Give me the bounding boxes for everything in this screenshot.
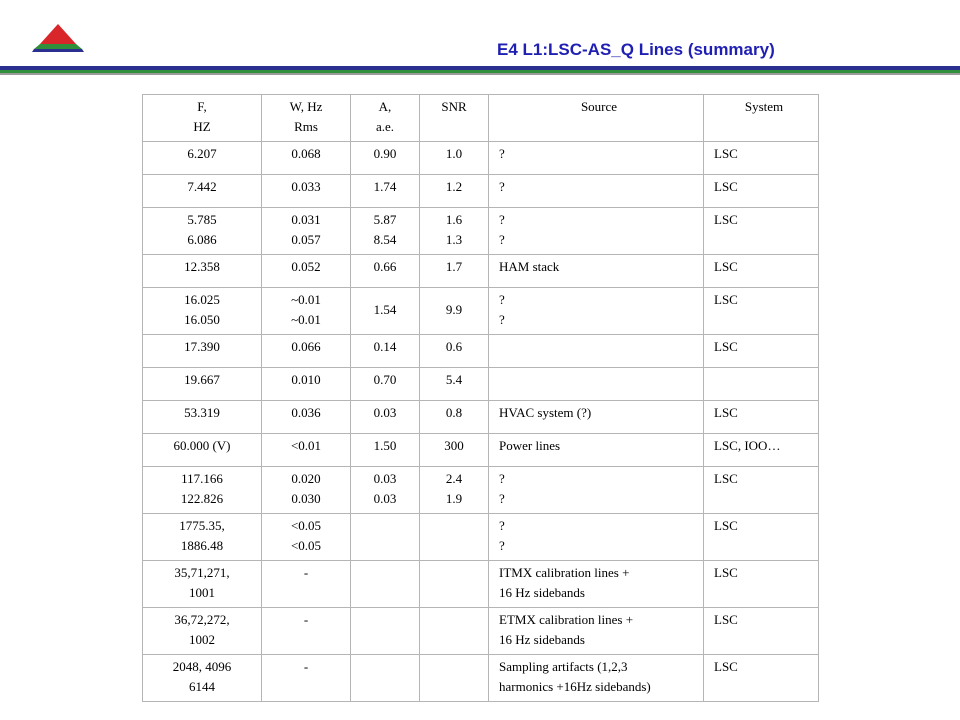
cell-amplitude bbox=[351, 561, 420, 608]
cell-amplitude bbox=[351, 175, 420, 208]
cell-snr-line: 5.4 bbox=[445, 372, 463, 387]
cell-width bbox=[262, 288, 351, 335]
cell-source bbox=[489, 467, 704, 514]
cell-amplitude-line: 0.66 bbox=[373, 259, 397, 274]
cell-width-line: - bbox=[303, 612, 309, 627]
cell-source bbox=[489, 514, 704, 561]
cell-source bbox=[489, 655, 704, 702]
cell-source-line: harmonics +16Hz sidebands) bbox=[499, 679, 651, 694]
cell-width-line: - bbox=[303, 659, 309, 674]
cell-snr-line: 2.4 bbox=[445, 471, 463, 486]
header-amplitude: A, a.e. bbox=[351, 95, 420, 142]
header-frequency: F, HZ bbox=[143, 95, 262, 142]
cell-frequency-line: 7.442 bbox=[187, 179, 217, 194]
cell-width-line: ~0.01 bbox=[291, 312, 321, 327]
cell-amplitude-line: 0.03 bbox=[373, 405, 397, 420]
cell-frequency bbox=[143, 561, 262, 608]
cell-amplitude bbox=[351, 142, 420, 175]
cell-frequency-line: 1001 bbox=[189, 585, 215, 600]
cell-system: LSC bbox=[704, 208, 819, 255]
cell-frequency bbox=[143, 255, 262, 288]
cell-frequency bbox=[143, 467, 262, 514]
cell-snr-line: 1.6 bbox=[445, 212, 463, 227]
cell-system: LSC, IOO… bbox=[704, 434, 819, 467]
cell-width bbox=[262, 401, 351, 434]
cell-width bbox=[262, 335, 351, 368]
cell-source-line: ? bbox=[499, 292, 505, 307]
cell-width bbox=[262, 608, 351, 655]
cell-source-line: HVAC system (?) bbox=[499, 405, 592, 420]
cell-source bbox=[489, 401, 704, 434]
cell-snr bbox=[420, 401, 489, 434]
cell-frequency bbox=[143, 401, 262, 434]
table-row bbox=[143, 175, 819, 208]
table-row bbox=[143, 208, 819, 255]
table-row bbox=[143, 608, 819, 655]
cell-amplitude bbox=[351, 608, 420, 655]
cell-amplitude bbox=[351, 335, 420, 368]
cell-source-line: ETMX calibration lines + bbox=[499, 612, 634, 627]
cell-source-line: ? bbox=[499, 471, 505, 486]
cell-snr bbox=[420, 288, 489, 335]
cell-width-line: 0.030 bbox=[291, 491, 321, 506]
cell-width-line: <0.01 bbox=[290, 438, 322, 453]
cell-system: LSC bbox=[704, 401, 819, 434]
cell-snr bbox=[420, 208, 489, 255]
cell-frequency bbox=[143, 288, 262, 335]
cell-frequency-line: 16.050 bbox=[184, 312, 220, 327]
table-row bbox=[143, 401, 819, 434]
cell-source bbox=[489, 335, 704, 368]
cell-frequency-line: 6.086 bbox=[187, 232, 217, 247]
cell-frequency-line: 60.000 (V) bbox=[173, 438, 231, 453]
table-row bbox=[143, 561, 819, 608]
cell-frequency-line: 19.667 bbox=[184, 372, 220, 387]
table-row bbox=[143, 255, 819, 288]
cell-amplitude bbox=[351, 467, 420, 514]
cell-source bbox=[489, 288, 704, 335]
cell-source bbox=[489, 208, 704, 255]
cell-system: LSC bbox=[704, 655, 819, 702]
cell-frequency-line: 36,72,272, bbox=[174, 612, 230, 627]
cell-source-line: ? bbox=[499, 146, 505, 161]
header-source: Source bbox=[489, 95, 704, 142]
table-row bbox=[143, 335, 819, 368]
cell-snr bbox=[420, 514, 489, 561]
cell-amplitude bbox=[351, 368, 420, 401]
cell-system: LSC bbox=[704, 608, 819, 655]
cell-source bbox=[489, 608, 704, 655]
table-row bbox=[143, 514, 819, 561]
cell-source-line: ? bbox=[499, 491, 505, 506]
cell-source bbox=[489, 175, 704, 208]
cell-snr-line: 1.0 bbox=[445, 146, 463, 161]
cell-amplitude-line: 1.54 bbox=[373, 302, 397, 317]
cell-source-line: ? bbox=[499, 179, 505, 194]
cell-snr-line: 1.7 bbox=[445, 259, 463, 274]
cell-frequency-line: 6.207 bbox=[187, 146, 217, 161]
cell-snr-line: 1.3 bbox=[445, 232, 463, 247]
cell-source-line: 16 Hz sidebands bbox=[499, 585, 585, 600]
cell-amplitude bbox=[351, 401, 420, 434]
cell-snr bbox=[420, 655, 489, 702]
cell-frequency bbox=[143, 175, 262, 208]
cell-system: LSC bbox=[704, 175, 819, 208]
cell-source-line: ? bbox=[499, 232, 505, 247]
header-rule-grey bbox=[0, 73, 960, 75]
table-row bbox=[143, 655, 819, 702]
cell-width-line: 0.020 bbox=[291, 471, 321, 486]
cell-amplitude bbox=[351, 514, 420, 561]
header-snr: SNR bbox=[420, 95, 489, 142]
cell-frequency-line: 16.025 bbox=[184, 292, 220, 307]
cell-frequency-line: 1775.35, bbox=[179, 518, 225, 533]
cell-width-line: 0.033 bbox=[291, 179, 321, 194]
cell-frequency-line: 1886.48 bbox=[180, 538, 224, 553]
cell-frequency bbox=[143, 514, 262, 561]
cell-frequency bbox=[143, 434, 262, 467]
cell-width bbox=[262, 655, 351, 702]
cell-snr bbox=[420, 561, 489, 608]
cell-snr bbox=[420, 335, 489, 368]
cell-snr-line: 9.9 bbox=[445, 302, 463, 317]
cell-source-line: ITMX calibration lines + bbox=[499, 565, 630, 580]
cell-width bbox=[262, 467, 351, 514]
cell-amplitude-line: 0.14 bbox=[373, 339, 397, 354]
cell-source-line: Sampling artifacts (1,2,3 bbox=[499, 659, 628, 674]
cell-snr bbox=[420, 255, 489, 288]
cell-frequency-line: 35,71,271, bbox=[174, 565, 230, 580]
cell-frequency bbox=[143, 142, 262, 175]
cell-width-line: <0.05 bbox=[290, 538, 322, 553]
cell-frequency-line: 117.166 bbox=[181, 471, 223, 486]
cell-frequency-line: 53.319 bbox=[184, 405, 220, 420]
cell-source-line: HAM stack bbox=[499, 259, 560, 274]
cell-frequency bbox=[143, 335, 262, 368]
table-row bbox=[143, 142, 819, 175]
cell-width-line: 0.068 bbox=[291, 146, 321, 161]
cell-width bbox=[262, 142, 351, 175]
cell-system: LSC bbox=[704, 288, 819, 335]
cell-width-line: <0.05 bbox=[290, 518, 322, 533]
table-row bbox=[143, 288, 819, 335]
cell-source-line: ? bbox=[499, 538, 505, 553]
cell-source bbox=[489, 255, 704, 288]
cell-amplitude bbox=[351, 288, 420, 335]
cell-width bbox=[262, 368, 351, 401]
cell-amplitude bbox=[351, 434, 420, 467]
cell-source-line: ? bbox=[499, 212, 505, 227]
cell-frequency-line: 5.785 bbox=[187, 212, 217, 227]
cell-width-line: - bbox=[303, 565, 309, 580]
cell-system bbox=[704, 368, 819, 401]
cell-frequency-line: 2048, 4096 bbox=[172, 659, 232, 674]
cell-frequency-line: 122.826 bbox=[180, 491, 224, 506]
logo-icon bbox=[32, 22, 84, 52]
cell-source-line: 16 Hz sidebands bbox=[499, 632, 585, 647]
cell-amplitude-line: 0.03 bbox=[373, 471, 397, 486]
cell-width bbox=[262, 175, 351, 208]
cell-width-line: ~0.01 bbox=[291, 292, 321, 307]
cell-amplitude bbox=[351, 255, 420, 288]
cell-system: LSC bbox=[704, 142, 819, 175]
cell-amplitude-line: 1.74 bbox=[373, 179, 397, 194]
cell-system: LSC bbox=[704, 561, 819, 608]
cell-amplitude-line: 0.90 bbox=[373, 146, 397, 161]
lines-table bbox=[142, 94, 819, 702]
table-row bbox=[143, 368, 819, 401]
cell-width-line: 0.057 bbox=[291, 232, 321, 247]
cell-snr-line: 300 bbox=[444, 438, 464, 453]
cell-frequency bbox=[143, 655, 262, 702]
cell-width bbox=[262, 514, 351, 561]
cell-snr bbox=[420, 368, 489, 401]
cell-snr-line: 1.9 bbox=[445, 491, 463, 506]
cell-system: LSC bbox=[704, 514, 819, 561]
cell-frequency-line: 12.358 bbox=[184, 259, 220, 274]
cell-snr bbox=[420, 175, 489, 208]
cell-source bbox=[489, 561, 704, 608]
cell-source bbox=[489, 142, 704, 175]
cell-amplitude-line: 0.03 bbox=[373, 491, 397, 506]
cell-amplitude-line: 0.70 bbox=[373, 372, 397, 387]
cell-width bbox=[262, 434, 351, 467]
cell-snr bbox=[420, 467, 489, 514]
cell-width-line: 0.010 bbox=[291, 372, 321, 387]
cell-system: LSC bbox=[704, 335, 819, 368]
cell-system: LSC bbox=[704, 255, 819, 288]
cell-frequency bbox=[143, 608, 262, 655]
cell-source-line: ? bbox=[499, 518, 505, 533]
cell-frequency bbox=[143, 368, 262, 401]
table-header-row bbox=[143, 95, 819, 142]
cell-width bbox=[262, 208, 351, 255]
cell-frequency-line: 6144 bbox=[189, 679, 215, 694]
cell-width-line: 0.052 bbox=[291, 259, 321, 274]
header-system: System bbox=[704, 95, 819, 142]
table-row bbox=[143, 467, 819, 514]
cell-snr-line: 0.6 bbox=[445, 339, 463, 354]
cell-amplitude bbox=[351, 655, 420, 702]
cell-system: LSC bbox=[704, 467, 819, 514]
cell-amplitude-line: 8.54 bbox=[373, 232, 397, 247]
page-title: E4 L1:LSC-AS_Q Lines (summary) bbox=[497, 40, 775, 59]
cell-width-line: 0.031 bbox=[291, 212, 321, 227]
cell-snr-line: 0.8 bbox=[445, 405, 463, 420]
cell-snr bbox=[420, 608, 489, 655]
cell-frequency-line: 1002 bbox=[189, 632, 215, 647]
cell-width-line: 0.066 bbox=[291, 339, 321, 354]
cell-width bbox=[262, 561, 351, 608]
table-row bbox=[143, 434, 819, 467]
cell-source-line: Power lines bbox=[499, 438, 561, 453]
cell-source bbox=[489, 434, 704, 467]
header-width: W, Hz Rms bbox=[262, 95, 351, 142]
cell-width bbox=[262, 255, 351, 288]
cell-snr-line: 1.2 bbox=[445, 179, 463, 194]
cell-amplitude bbox=[351, 208, 420, 255]
cell-source bbox=[489, 368, 704, 401]
cell-frequency bbox=[143, 208, 262, 255]
cell-width-line: 0.036 bbox=[291, 405, 321, 420]
cell-amplitude-line: 5.87 bbox=[373, 212, 397, 227]
cell-snr bbox=[420, 142, 489, 175]
cell-snr bbox=[420, 434, 489, 467]
cell-amplitude-line: 1.50 bbox=[373, 438, 397, 453]
cell-frequency-line: 17.390 bbox=[184, 339, 220, 354]
cell-source-line: ? bbox=[499, 312, 505, 327]
